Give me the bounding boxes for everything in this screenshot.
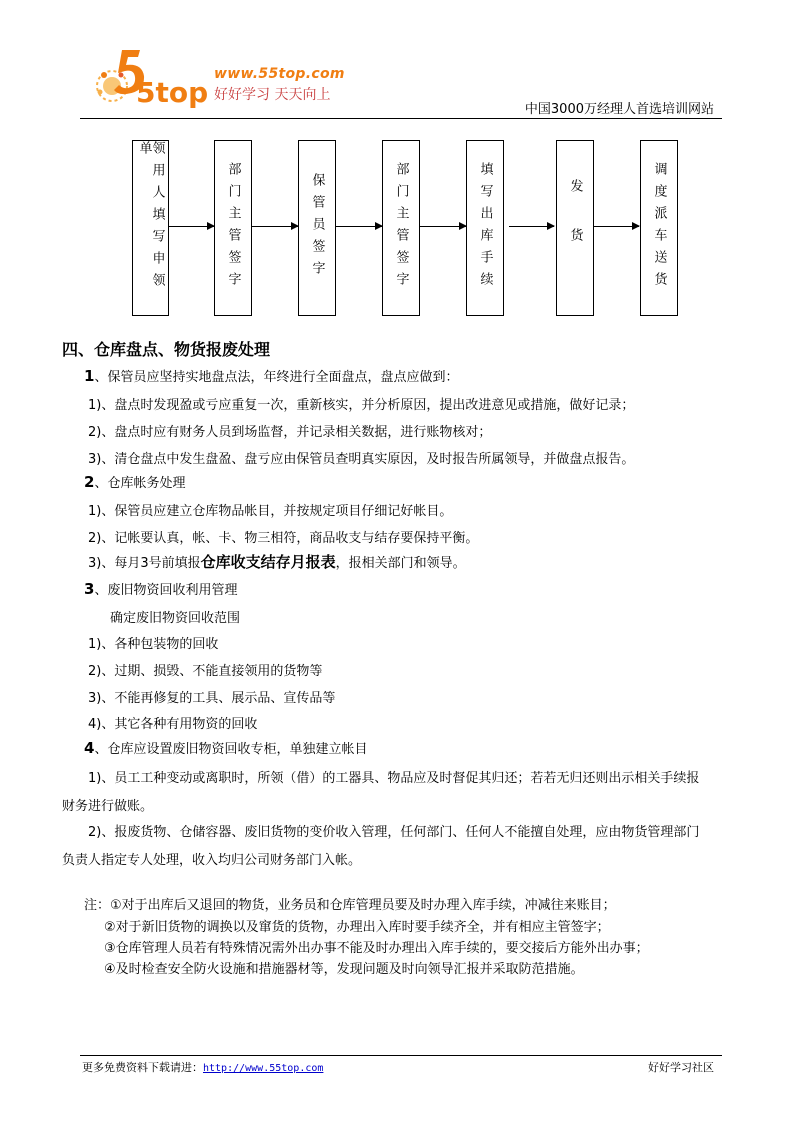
- body-line: 确定废旧物资回收范围: [110, 611, 241, 626]
- flow-step-dept-sign-2: 部门主管签字: [382, 140, 420, 316]
- body-line: 1)、员工工种变动或离职时，所领（借）的工器具、物品应及时督促其归还；若若无归还则出示相关手续报: [88, 771, 700, 786]
- flow-arrow-icon: [420, 226, 466, 227]
- body-line: 1)、保管员应建立仓库物品帐目，并按规定项目仔细记好帐目。: [88, 504, 453, 519]
- logo-wordmark: 5top: [136, 76, 209, 109]
- body-line: 3)、每月3号前填报仓库收支结存月报表，报相关部门和领导。: [88, 553, 466, 571]
- body-line: 2)、盘点时应有财务人员到场监督，并记录相关数据，进行账物核对；: [88, 425, 492, 440]
- flow-arrow-icon: [509, 226, 554, 227]
- body-line: 2)、过期、损毁、不能直接领用的货物等: [88, 664, 323, 679]
- flow-step-apply: 领用人填写申领单: [132, 140, 169, 316]
- flow-arrow-icon: [252, 226, 298, 227]
- body-line: 3)、清仓盘点中发生盘盈、盘亏应由保管员查明真实原因，及时报告所属领导，并做盘点报告。: [88, 452, 635, 467]
- item-3-heading: 3、废旧物资回收利用管理: [84, 580, 238, 598]
- section-title: 四、仓库盘点、物货报废处理: [62, 340, 271, 359]
- process-flowchart: [0, 0, 794, 330]
- item-1-heading: 1、保管员应坚持实地盘点法，年终进行全面盘点，盘点应做到：: [84, 367, 459, 385]
- body-line: 1)、盘点时发现盈或亏应重复一次，重新核实，并分析原因，提出改进意见或措施，做好记录；: [88, 398, 635, 413]
- body-line: 4)、其它各种有用物资的回收: [88, 717, 258, 732]
- item-2-heading: 2、仓库帐务处理: [84, 473, 186, 491]
- body-line: 2)、记帐要认真，帐、卡、物三相符，商品收支与结存要保持平衡。: [88, 531, 479, 546]
- logo-slogan: 好好学习 天天向上: [214, 87, 331, 103]
- item-4-heading: 4、仓库应设置废旧物资回收专柜，单独建立帐目: [84, 739, 368, 757]
- note-line: ③仓库管理人员若有特殊情况需外出办事不能及时办理出入库手续的，要交接后方能外出办事；: [104, 941, 649, 956]
- footer-divider: [80, 1055, 722, 1056]
- note-line: 注：①对于出库后又退回的物货，业务员和仓库管理员要及时办理入库手续，冲减往来账目；: [84, 898, 616, 913]
- body-line: 3)、不能再修复的工具、展示品、宣传品等: [88, 691, 336, 706]
- flow-step-dept-sign: 部门主管签字: [214, 140, 252, 316]
- flow-step-outbound-form: 填写出库手续: [466, 140, 504, 316]
- report-name: 仓库收支结存月报表: [200, 553, 336, 571]
- body-line: 负责人指定专人处理，收入均归公司财务部门入帐。: [62, 853, 362, 868]
- flow-arrow-icon: [594, 226, 639, 227]
- logo-url: www.55top.com: [214, 66, 345, 82]
- note-line: ④及时检查安全防火设施和措施器材等，发现问题及时向领导汇报并采取防范措施。: [104, 962, 584, 977]
- body-line: 2)、报废货物、仓储容器、废旧货物的变价收入管理，任何部门、任何人不能擅自处理，应由物货管理部门: [88, 825, 700, 840]
- footer-link[interactable]: http://www.55top.com: [203, 1063, 324, 1074]
- flow-arrow-icon: [169, 226, 214, 227]
- flow-arrow-icon: [336, 226, 382, 227]
- flow-step-ship: 发货: [556, 140, 594, 316]
- note-line: ②对于新旧货物的调换以及窜货的货物，办理出入库时要手续齐全，并有相应主管签字；: [104, 920, 610, 935]
- body-line: 1)、各种包装物的回收: [88, 637, 219, 652]
- flow-step-keeper-sign: 保管员签字: [298, 140, 336, 316]
- footer-download: 更多免费资料下载请进：http://www.55top.com: [82, 1061, 324, 1074]
- header-tagline: 中国3000万经理人首选培训网站: [524, 102, 714, 117]
- flow-step-dispatch: 调度派车送货: [640, 140, 678, 316]
- footer-community: 好好学习社区: [648, 1061, 714, 1074]
- body-line: 财务进行做账。: [62, 799, 154, 814]
